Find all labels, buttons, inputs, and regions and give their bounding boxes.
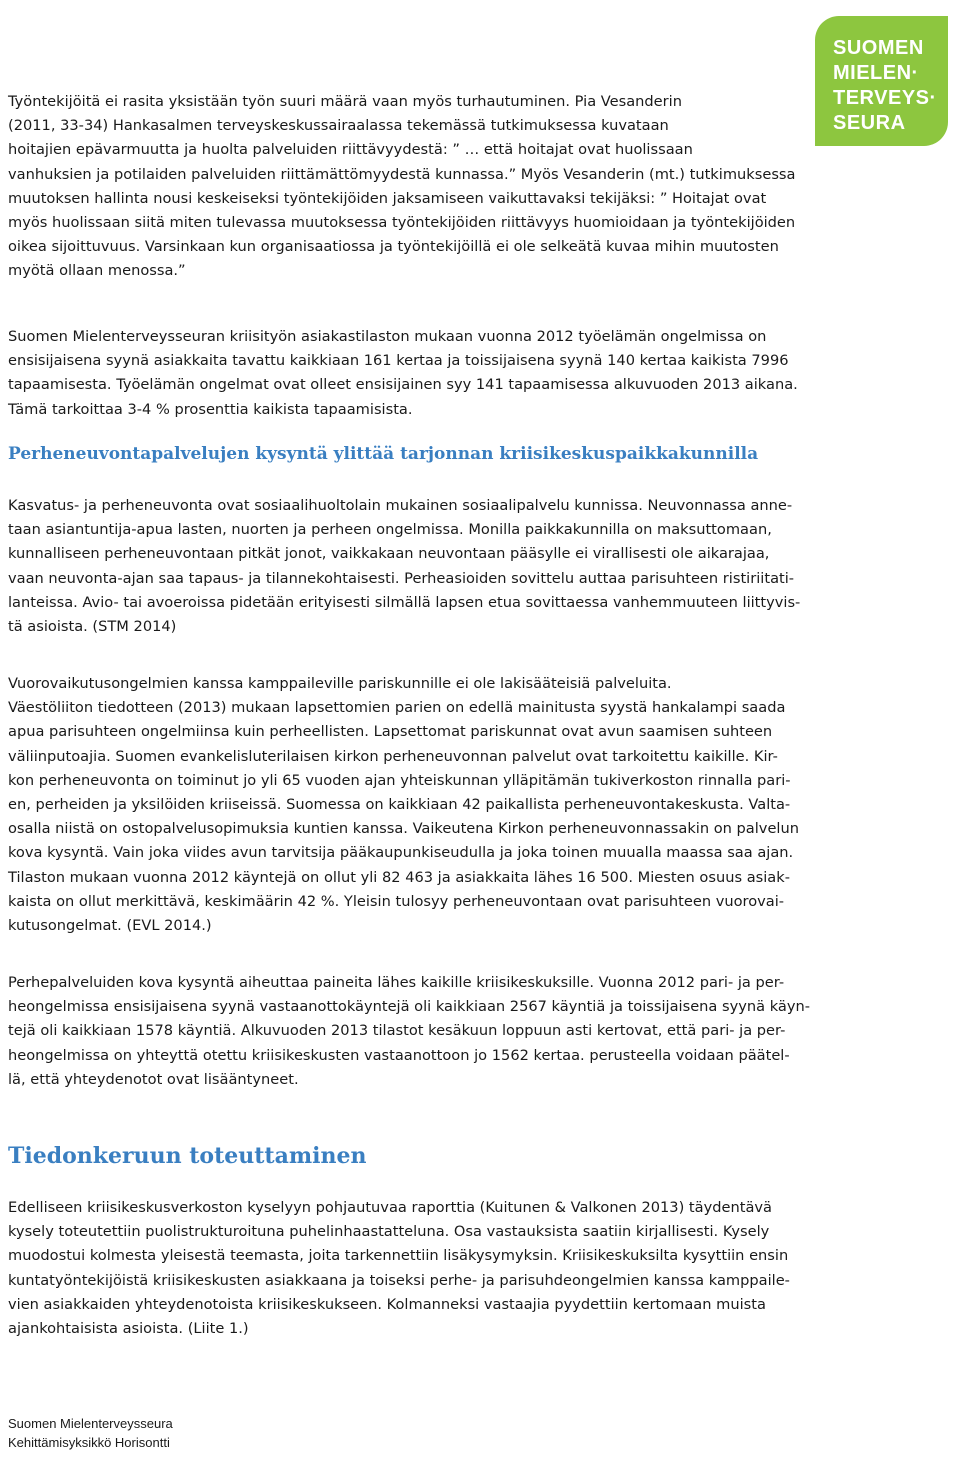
text-line: (2011, 33-34) Hankasalmen terveyskeskussairaalassa tekemässä tutkimuksessa kuvataan xyxy=(8,117,669,135)
text-line: Kasvatus- ja perheneuvonta ovat sosiaalihuoltolain mukainen sosiaalipalvelu kunnissa. Neuvonnassa anne- xyxy=(8,497,793,514)
section-heading: Tiedonkeruun toteuttaminen xyxy=(8,1143,367,1169)
text-line: tapaamisesta. Työelämän ongelmat ovat olleet ensisijainen syy 141 tapaamisessa alkuvuoden 2013 aikana. xyxy=(8,376,798,394)
paragraph-1 xyxy=(8,90,808,284)
logo-text xyxy=(833,36,937,136)
text-line: Väestöliiton tiedotteen (2013) mukaan lapsettomien parien on edellä mainitusta syystä hankalampi saada xyxy=(8,699,786,717)
text-line: Suomen Mielenterveysseuran kriisityön asiakastilaston mukaan vuonna 2012 työelämän ongelmissa on xyxy=(8,328,767,345)
text-line: väliinputoajia. Suomen evankelisluterilaisen kirkon perheneuvonnan palvelut ovat tarkoitettu kaikille. Kir- xyxy=(8,747,778,765)
logo xyxy=(815,16,948,146)
text-line: Työntekijöitä ei rasita yksistään työn suuri määrä vaan myös turhautuminen. Pia Vesanderin xyxy=(8,93,682,110)
text-line: muutoksen hallinta nousi keskeiseksi työntekijöiden jaksamiseen vaikuttavaksi tekijäksi: ” Hoitajat ovat xyxy=(8,189,767,207)
logo-line: SEURA xyxy=(833,112,906,134)
text-line: vanhuksien ja potilaiden palveluiden riittämättömyydestä kunnassa.” Myös Vesanderin (mt.) tutkimuksessa xyxy=(8,165,796,183)
text-line: Perhepalveluiden kova kysyntä aiheuttaa paineita lähes kaikille kriisikeskuksille. Vuonna 2012 pari- ja per- xyxy=(8,974,785,991)
logo-line: TERVEYS· xyxy=(833,87,937,109)
paragraph-3 xyxy=(8,494,913,639)
text-line: Tämä tarkoittaa 3-4 % prosenttia kaikista tapaamisista. xyxy=(8,400,413,418)
text-line: myötä ollaan menossa.” xyxy=(8,262,186,280)
text-line: en, perheiden ja yksilöiden kriiseissä. Suomessa on kaikkiaan 42 paikallista perheneuvontakeskusta. Valta- xyxy=(8,796,791,814)
footer-unit: Kehittämisyksikkö Horisontti xyxy=(8,1435,170,1450)
text-line: kuntatyöntekijöistä kriisikeskusten asiakkaana ja toiseksi perhe- ja parisuhdeongelmien kanssa kamppaile- xyxy=(8,1271,790,1289)
text-line: oikea sijoittuvuus. Varsinkaan kun organisaatiossa ja työntekijöillä ei ole selkeätä kuvaa mihin muutosten xyxy=(8,238,779,256)
text-line: kon perheneuvonta on toiminut jo yli 65 vuoden ajan yhteiskunnan ylläpitämän tukiverkoston rinnalla pari- xyxy=(8,771,791,789)
footer-org: Suomen Mielenterveysseura xyxy=(8,1416,173,1431)
text-line: apua parisuhteen ongelmiinsa kuin perheellisten. Lapsettomat pariskunnat ovat avun saamisen suhteen xyxy=(8,723,773,741)
text-line: vien asiakkaiden yhteydenotoista kriisikeskukseen. Kolmanneksi vastaajia pyydettiin kertomaan muista xyxy=(8,1295,766,1313)
text-line: heongelmissa ensisijaisena syynä vastaanottokäyntejä oli kaikkiaan 2567 käyntiä ja toissijaisena syynä käyn- xyxy=(8,998,811,1016)
text-line: tä asioista. (STM 2014) xyxy=(8,618,177,636)
text-line: kysely toteutettiin puolistrukturoituna puhelinhaastatteluna. Osa vastauksista saatiin kirjallisesti. Kysely xyxy=(8,1223,770,1241)
text-line: heongelmissa on yhteyttä otettu kriisikeskusten vastaanottoon jo 1562 kertaa. perusteella voidaan päätel- xyxy=(8,1046,790,1064)
text-line: lä, että yhteydenotot ovat lisääntyneet. xyxy=(8,1070,299,1088)
page-footer xyxy=(8,1414,173,1452)
text-line: osalla niistä on ostopalvelusopimuksia kuntien kanssa. Vaikeutena Kirkon perheneuvonnassakin on palvelun xyxy=(8,820,799,838)
text-line: Edelliseen kriisikeskusverkoston kyselyyn pohjautuvaa raporttia (Kuitunen & Valkonen 2013) täydentävä xyxy=(8,1199,772,1216)
paragraph-5 xyxy=(8,971,913,1092)
text-line: taan asiantuntija-apua lasten, nuorten ja perheen ongelmissa. Monilla paikkakunnilla on maksuttomaan, xyxy=(8,521,772,539)
text-line: vaan neuvonta-ajan saa tapaus- ja tilannekohtaisesti. Perheasioiden sovittelu auttaa parisuhteen ristiriitati- xyxy=(8,569,795,587)
text-line: kutusongelmat. (EVL 2014.) xyxy=(8,917,212,935)
logo-line: MIELEN· xyxy=(833,62,919,84)
text-line: myös huolissaan siitä miten tulevassa muutoksessa työntekijöiden riittävyys huomioidaan ja työntekijöiden xyxy=(8,214,796,232)
paragraph-4 xyxy=(8,672,913,938)
section-heading: Perheneuvontapalvelujen kysyntä ylittää tarjonnan kriisikeskuspaikkakunnilla xyxy=(8,444,759,464)
text-line: kunnalliseen perheneuvontaan pitkät jonot, vaikkakaan neuvontaan pääsylle ei virallisesti ole aikarajaa, xyxy=(8,545,770,563)
text-line: Vuorovaikutusongelmien kanssa kamppaileville pariskunnille ei ole lakisääteisiä palveluita. xyxy=(8,675,672,692)
text-line: kaista on ollut merkittävä, keskimäärin 42 %. Yleisin tulosyy perheneuvontaan ovat parisuhteen vuorovai- xyxy=(8,892,785,910)
text-line: lanteissa. Avio- tai avoeroissa pidetään erityisesti silmällä lapsen etua sovittaessa vanhemmuuteen liittyvis- xyxy=(8,593,801,611)
text-line: Tilaston mukaan vuonna 2012 käyntejä on ollut yli 82 463 ja asiakkaita lähes 16 500. Miesten osuus asiak- xyxy=(8,868,790,886)
paragraph-2 xyxy=(8,325,913,422)
text-line: kova kysyntä. Vain joka viides avun tarvitsija pääkaupunkiseudulla ja joka toinen muualla maassa saa ajan. xyxy=(8,844,794,862)
text-line: hoitajien epävarmuutta ja huolta palveluiden riittävyydestä: ” … että hoitajat ovat huolissaan xyxy=(8,141,693,159)
text-line: ensisijaisena syynä asiakkaita tavattu kaikkiaan 161 kertaa ja toissijaisena syynä 140 kertaa kaikista 7996 xyxy=(8,352,789,370)
paragraph-6 xyxy=(8,1196,913,1341)
text-line: muodostui kolmesta yleisestä teemasta, joita tarkennettiin lisäkysymyksin. Kriisikeskuksilta kysyttiin ensin xyxy=(8,1247,789,1265)
text-line: ajankohtaisista asioista. (Liite 1.) xyxy=(8,1320,249,1338)
text-line: tejä oli kaikkiaan 1578 käyntiä. Alkuvuoden 2013 tilastot kesäkuun loppuun asti kertovat, että pari- ja per- xyxy=(8,1022,786,1040)
logo-line: SUOMEN xyxy=(833,37,924,59)
